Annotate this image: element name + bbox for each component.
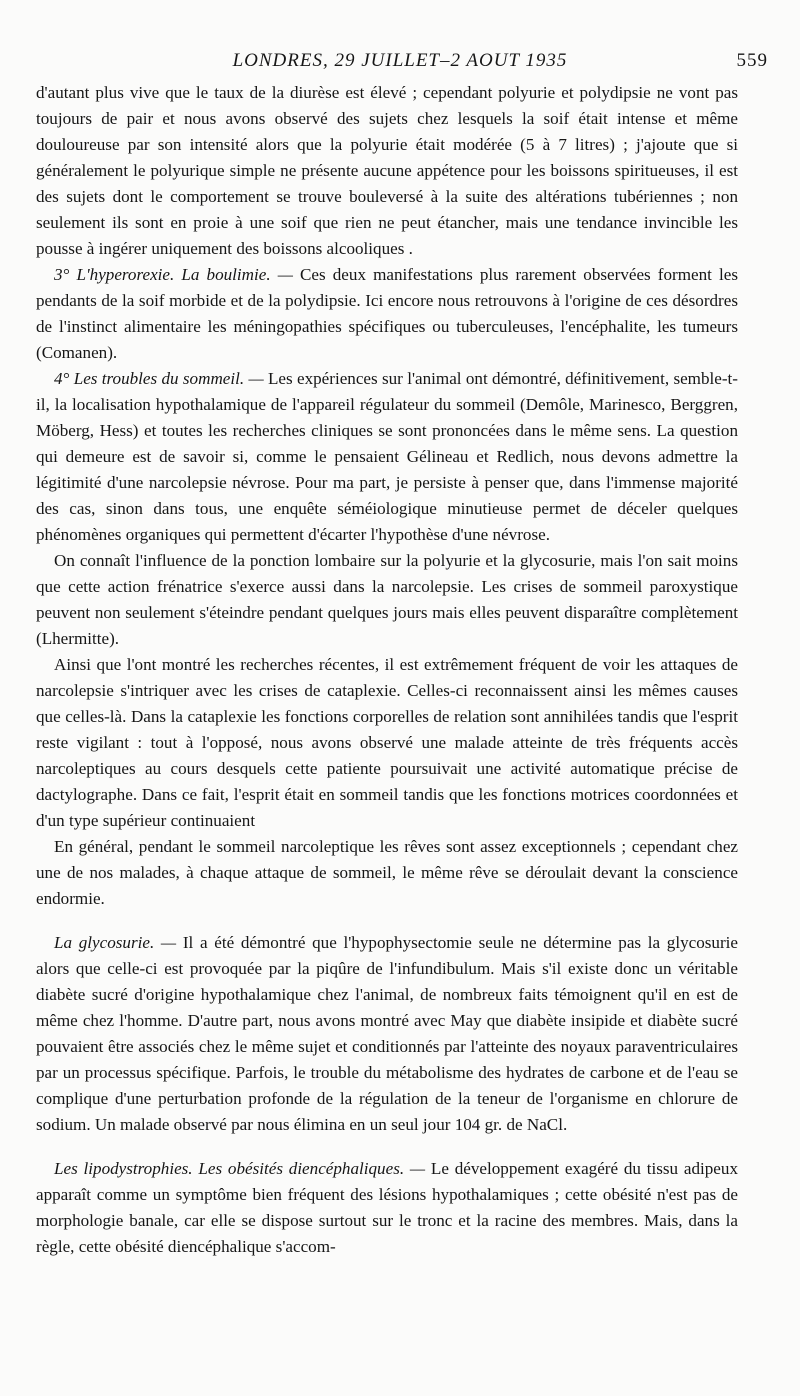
section-heading: La glycosurie. —: [54, 933, 177, 952]
paragraph: [36, 834, 738, 912]
paragraph: [36, 652, 738, 834]
paragraph-text: Les expériences sur l'animal ont démontré, définitivement, semble-t-il, la localisation hypothalamique de l'appareil régulateur du sommeil (Demôle, Marinesco, Berggren, Möberg, Hess) et toutes les recherches cliniques se sont prononcées dans le même sens. La question qui demeure est de savoir si, comme le pensaient Gélineau et Redlich, nous devons admettre la légitimité d'une narcolepsie névrose. Pour ma part, je persiste à penser que, dans l'immense majorité des cas, sinon dans tous, une enquête séméiologique minutieuse permet de déceler quelques phénomènes organiques qui permettent d'écarter l'hypothèse d'une névrose.: [36, 369, 738, 544]
section-heading: Les lipodystrophies. Les obésités diencéphaliques. —: [54, 1159, 426, 1178]
paragraph-text: En général, pendant le sommeil narcoleptique les rêves sont assez exceptionnels ; cependant chez une de nos malades, à chaque attaque de sommeil, le même rêve se déroulait devant la conscience endormie.: [36, 837, 738, 908]
paragraph-text: Ainsi que l'ont montré les recherches récentes, il est extrêmement fréquent de voir les attaques de narcolepsie s'intriquer avec les crises de cataplexie. Celles-ci reconnaissent ainsi les mêmes causes que celles-là. Dans la cataplexie les fonctions corporelles de relation sont annihilées tandis que l'esprit reste vigilant : tout à l'opposé, nous avons observé une malade atteinte de très fréquents accès narcoleptiques au cours desquels cette patiente poursuivait une activité automatique précise de dactylographe. Dans ce fait, l'esprit était en sommeil tandis que les fonctions motrices coordonnées et d'un type supérieur continuaient: [36, 655, 738, 830]
paragraph: [36, 1156, 738, 1260]
paragraph-text: Il a été démontré que l'hypophysectomie seule ne détermine pas la glycosurie alors que celle-ci est provoquée par la piqûre de l'infundibulum. Mais s'il existe donc un véritable diabète sucré d'origine hypothalamique chez l'animal, de nombreux faits témoignent qu'il en est de même chez l'homme. D'autre part, nous avons montré avec May que diabète insipide et diabète sucré pouvaient être associés chez le même sujet et conditionnés par l'atteinte des noyaux paraventriculaires par un processus spécifique. Parfois, le trouble du métabolisme des hydrates de carbone et de l'eau se complique d'une perturbation profonde de la régulation de la teneur de l'organisme en chlorure de sodium. Un malade observé par nous élimina en un seul jour 104 gr. de NaCl.: [36, 933, 738, 1134]
paragraph: [36, 80, 738, 262]
section-heading: 4° Les troubles du sommeil. —: [54, 369, 264, 388]
paragraph: [36, 548, 738, 652]
paragraph: [36, 366, 738, 548]
body-text: [36, 80, 738, 1260]
paragraph-text: Ces deux manifestations plus rarement observées forment les pendants de la soif morbide et de la polydipsie. Ici encore nous retrouvons à l'origine de ces désordres de l'instinct alimentaire les méningopathies spécifiques ou tuberculeuses, l'encéphalite, les tumeurs (Comanen).: [36, 265, 738, 362]
section-heading: 3° L'hyperorexie. La boulimie. —: [54, 265, 293, 284]
paragraph-text: On connaît l'influence de la ponction lombaire sur la polyurie et la glycosurie, mais l'on sait moins que cette action frénatrice s'exerce aussi dans la narcolepsie. Les crises de sommeil paroxystique peuvent non seulement s'éteindre pendant quelques jours mais elles peuvent disparaître complètement (Lhermitte).: [36, 551, 738, 648]
paragraph: [36, 262, 738, 366]
paragraph-text: Le développement exagéré du tissu adipeux apparaît comme un symptôme bien fréquent des lésions hypothalamiques ; cette obésité n'est pas de morphologie banale, car elle se dispose surtout sur le tronc et la racine des membres. Mais, dans la règle, cette obésité diencéphalique s'accom-: [36, 1159, 738, 1256]
page-number: 559: [736, 50, 768, 71]
paragraph-text: d'autant plus vive que le taux de la diurèse est élevé ; cependant polyurie et polydipsie ne vont pas toujours de pair et nous avons observé des sujets chez lesquels la soif était intense et même douloureuse par son intensité alors que la polyurie était modérée (5 à 7 litres) ; j'ajoute que si généralement le polyurique simple ne présente aucune appétence pour les boissons spiritueuses, il est des sujets dont le comportement se trouve bouleversé à la suite des altérations tubériennes ; non seulement ils sont en proie à une soif que rien ne peut étancher, mais une tendance invincible les pousse à ingérer uniquement des boissons alcooliques .: [36, 83, 738, 258]
page-header: [0, 46, 800, 76]
paragraph: [36, 930, 738, 1138]
running-title: LONDRES, 29 JUILLET–2 AOUT 1935: [232, 50, 568, 71]
